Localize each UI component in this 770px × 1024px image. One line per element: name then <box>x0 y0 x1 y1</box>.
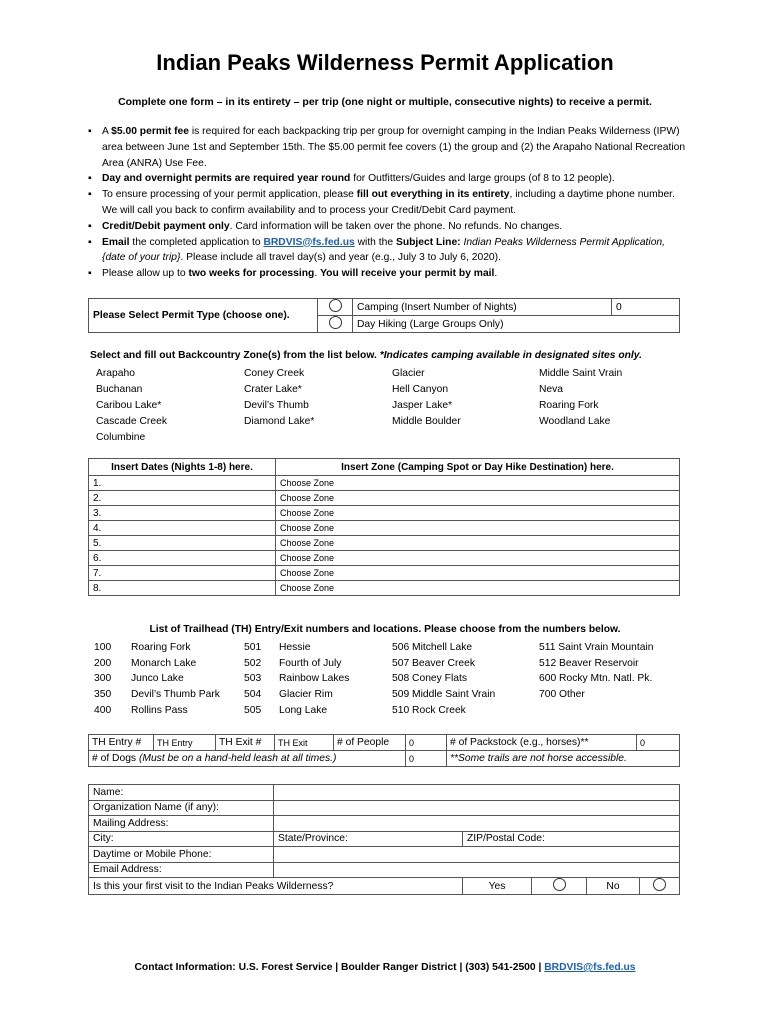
mailing-address-label: Mailing Address: <box>89 816 274 832</box>
trailhead-number: 501 <box>244 642 262 653</box>
zone-item: Buchanan <box>96 384 143 395</box>
trailhead-number: 300 <box>94 673 112 685</box>
trailhead-column-3 <box>392 640 495 719</box>
permit-type-label: Please Select Permit Type (choose one). <box>89 299 318 333</box>
zone-item: Jasper Lake* <box>392 400 453 411</box>
trailhead-name: Long Lake <box>279 704 328 716</box>
instructions-list <box>88 124 688 282</box>
zone-header: Insert Zone (Camping Spot or Day Hike Destination) here. <box>276 459 680 476</box>
zone-select[interactable]: Choose Zone <box>276 491 680 506</box>
zone-select[interactable]: Choose Zone <box>276 506 680 521</box>
instruction-fee: ▪ A $5.00 permit fee is required for each backpacking trip per group for overnight camping in the Indian Peaks Wilderness (IPW) area between June 1st and September 15th. The $5.00 permit fee covers (1) the group and (2) the Arapaho National Recreation Area (ANRA) Use Fee. <box>88 124 688 171</box>
trailhead-number: 502 <box>244 657 262 669</box>
zone-select[interactable]: Choose Zone <box>276 581 680 596</box>
zone-item: Middle Boulder <box>392 416 461 427</box>
dogs-input[interactable]: 0 <box>406 751 447 767</box>
zone-select[interactable]: Choose Zone <box>276 551 680 566</box>
trailhead-entry: 507 Beaver Creek <box>392 657 475 669</box>
table-row <box>89 551 680 566</box>
date-input[interactable]: 2. <box>89 491 276 506</box>
trailhead-name: Devil’s Thumb Park <box>131 689 220 701</box>
zone-item: Devil’s Thumb <box>244 400 309 411</box>
date-input[interactable]: 4. <box>89 521 276 536</box>
email-label: Email Address: <box>89 862 274 878</box>
option-camping-label: Camping (Insert Number of Nights) <box>353 299 612 316</box>
email-link[interactable]: BRDVIS@fs.fed.us <box>263 236 355 248</box>
th-entry-select[interactable]: TH Entry <box>154 735 216 751</box>
table-row <box>89 581 680 596</box>
zone-select[interactable]: Choose Zone <box>276 536 680 551</box>
zones-heading: Select and fill out Backcountry Zone(s) from the list below. *Indicates camping available in designated sites only. <box>90 350 642 361</box>
trailhead-name: Junco Lake <box>131 673 184 685</box>
instruction-email: ▪ Email the completed application to BRDVIS@fs.fed.us with the Subject Line: Indian Peaks Wilderness Permit Application, {date of your trip}. Please include all travel day(s) and year (e.g., July 3 to July 6, 2020). <box>88 235 688 267</box>
name-field[interactable] <box>274 785 680 801</box>
footer-contact: Contact Information: U.S. Forest Service | Boulder Ranger District | (303) 541-2500 | BRDVIS@fs.fed.us <box>134 962 636 973</box>
zone-column-4 <box>539 366 622 430</box>
trailhead-number: 505 <box>244 704 262 716</box>
dates-table <box>88 458 680 596</box>
dates-header: Insert Dates (Nights 1-8) here. <box>89 459 276 476</box>
zone-item: Caribou Lake* <box>96 400 162 411</box>
date-input[interactable]: 8. <box>89 581 276 596</box>
trailhead-entry: 700 Other <box>539 689 585 701</box>
trailhead-number: 504 <box>244 689 262 701</box>
trailhead-name: Hessie <box>279 642 311 653</box>
packstock-label: # of Packstock (e.g., horses)** <box>447 735 637 751</box>
zone-item: Roaring Fork <box>539 400 599 411</box>
radio-day-hiking[interactable] <box>329 316 342 329</box>
zip-label: ZIP/Postal Code: <box>463 831 680 847</box>
table-row <box>89 536 680 551</box>
packstock-input[interactable]: 0 <box>637 735 680 751</box>
trailhead-heading: List of Trailhead (TH) Entry/Exit numbers and locations. Please choose from the numbers below. <box>149 624 621 635</box>
phone-field[interactable] <box>274 847 680 863</box>
contact-info-table <box>88 784 680 895</box>
trailhead-names-1 <box>131 640 220 719</box>
zone-item: Neva <box>539 384 564 395</box>
trailhead-entry: 512 Beaver Reservoir <box>539 657 639 669</box>
zone-column-3 <box>392 366 461 430</box>
trailhead-entry: 511 Saint Vrain Mountain <box>539 642 654 653</box>
first-visit-label: Is this your first visit to the Indian Peaks Wilderness? <box>89 878 463 895</box>
zone-item: Cascade Creek <box>96 416 167 427</box>
radio-camping[interactable] <box>329 299 342 312</box>
trailhead-column-4 <box>539 640 653 703</box>
th-entry-label: TH Entry # <box>89 735 154 751</box>
email-field[interactable] <box>274 862 680 878</box>
group-details-table <box>88 734 680 767</box>
zone-item: Crater Lake* <box>244 384 302 395</box>
date-input[interactable]: 7. <box>89 566 276 581</box>
nights-input[interactable]: 0 <box>612 299 680 316</box>
horse-note: **Some trails are not horse accessible. <box>447 751 680 767</box>
trailhead-number: 400 <box>94 704 112 716</box>
zone-item: Coney Creek <box>244 368 305 379</box>
trailhead-number: 100 <box>94 642 112 653</box>
organization-label: Organization Name (if any): <box>89 800 274 816</box>
organization-field[interactable] <box>274 800 680 816</box>
no-label: No <box>587 878 640 895</box>
zone-select[interactable]: Choose Zone <box>276 476 680 491</box>
zone-column-2 <box>244 366 314 430</box>
trailhead-entry: 509 Middle Saint Vrain <box>392 689 496 701</box>
table-row <box>89 506 680 521</box>
trailhead-name: Roaring Fork <box>131 642 191 653</box>
instruction-payment: ▪ Credit/Debit payment only. Card information will be taken over the phone. No refunds. No changes. <box>88 219 688 235</box>
trailhead-number: 200 <box>94 657 112 669</box>
table-row <box>89 566 680 581</box>
page-subtitle: Complete one form – in its entirety – per trip (one night or multiple, consecutive nights) to receive a permit. <box>118 96 652 108</box>
trailhead-entry: 506 Mitchell Lake <box>392 642 473 653</box>
option-day-hiking-label: Day Hiking (Large Groups Only) <box>353 316 680 333</box>
trailhead-name: Rollins Pass <box>131 704 188 716</box>
trailhead-numbers-1 <box>94 640 111 719</box>
th-exit-label: TH Exit # <box>216 735 275 751</box>
zone-item: Woodland Lake <box>539 416 611 427</box>
zone-item: Hell Canyon <box>392 384 449 395</box>
trailhead-name: Fourth of July <box>279 657 342 669</box>
trailhead-names-2 <box>279 640 349 719</box>
date-input[interactable]: 3. <box>89 506 276 521</box>
zone-column-1 <box>96 366 167 446</box>
zone-select[interactable]: Choose Zone <box>276 566 680 581</box>
page-title: Indian Peaks Wilderness Permit Application <box>156 50 614 75</box>
trailhead-name: Glacier Rim <box>279 689 333 701</box>
date-input[interactable]: 1. <box>89 476 276 491</box>
name-label: Name: <box>89 785 274 801</box>
trailhead-entry: 508 Coney Flats <box>392 673 467 685</box>
date-input[interactable]: 5. <box>89 536 276 551</box>
footer-email-link[interactable]: BRDVIS@fs.fed.us <box>544 962 636 973</box>
trailhead-numbers-2 <box>244 640 261 719</box>
people-input[interactable]: 0 <box>406 735 447 751</box>
people-label: # of People <box>334 735 406 751</box>
trailhead-entry: 600 Rocky Mtn. Natl. Pk. <box>539 673 653 685</box>
trailhead-entry: 510 Rock Creek <box>392 704 466 716</box>
table-row <box>89 476 680 491</box>
zone-item: Arapaho <box>96 368 135 379</box>
zone-select[interactable]: Choose Zone <box>276 521 680 536</box>
th-exit-select[interactable]: TH Exit <box>275 735 334 751</box>
trailhead-name: Monarch Lake <box>131 657 197 669</box>
zone-item: Columbine <box>96 432 146 443</box>
table-row <box>89 521 680 536</box>
radio-no[interactable] <box>653 878 666 891</box>
table-row <box>89 491 680 506</box>
trailhead-name: Rainbow Lakes <box>279 673 350 685</box>
trailhead-number: 350 <box>94 689 112 701</box>
instruction-allow-time: ▪ Please allow up to two weeks for processing. You will receive your permit by mail. <box>88 266 688 282</box>
zone-item: Glacier <box>392 368 425 379</box>
city-label: City: <box>89 831 274 847</box>
yes-label: Yes <box>463 878 532 895</box>
zone-item: Middle Saint Vrain <box>539 368 623 379</box>
permit-type-table <box>88 298 680 333</box>
trailhead-number: 503 <box>244 673 262 685</box>
date-input[interactable]: 6. <box>89 551 276 566</box>
instruction-processing: ▪ To ensure processing of your permit application, please fill out everything in its entirety, including a daytime phone number. We will call you back to confirm availability and to process your Credit/Debit Card payment. <box>88 187 688 219</box>
zone-item: Diamond Lake* <box>244 416 315 427</box>
state-label: State/Province: <box>274 831 463 847</box>
mailing-address-field[interactable] <box>274 816 680 832</box>
phone-label: Daytime or Mobile Phone: <box>89 847 274 863</box>
instruction-year-round: ▪ Day and overnight permits are required year round for Outfitters/Guides and large groups (of 8 to 12 people). <box>88 171 688 187</box>
dogs-label: # of Dogs (Must be on a hand-held leash at all times.) <box>89 751 406 767</box>
radio-yes[interactable] <box>553 878 566 891</box>
